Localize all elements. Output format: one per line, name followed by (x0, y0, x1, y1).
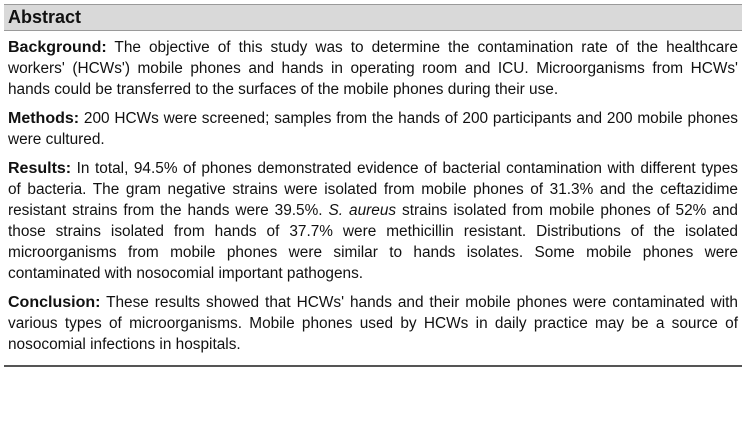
background-text: The objective of this study was to determine the contamination rate of the healthcare workers' (HCWs') mobile phones and hands in operating room and ICU. Microorganisms from HCWs' hands could be transferred to the surfaces of the mobile phones during their use. (8, 39, 738, 98)
abstract-title: Abstract (4, 4, 742, 31)
results-text-part-2: strains isolated from mobile phones of 52% and those strains isolated from hands of 37.7% were methicillin resistant. Distributions of the isolated microorganisms from mobile phones were similar to hands isolates. Some mobile phones were contaminated with nosocomial important pathogens. (8, 202, 738, 282)
abstract-body (4, 31, 742, 367)
background-section (8, 37, 738, 100)
methods-label: Methods: (8, 110, 80, 127)
methods-section (8, 108, 738, 150)
conclusion-label: Conclusion: (8, 294, 101, 311)
conclusion-text: These results showed that HCWs' hands and their mobile phones were contaminated with various types of microorganisms. Mobile phones used by HCWs in daily practice may be a source of nosocomial infections in hospitals. (8, 294, 738, 353)
results-text-part-1: In total, 94.5% of phones demonstrated evidence of bacterial contamination with different types of bacteria. The gram negative strains were isolated from mobile phones of 31.3% and the ceftazidime resistant strains from the hands were 39.5%. (8, 160, 738, 219)
results-organism-name: S. aureus (328, 202, 397, 219)
conclusion-section (8, 292, 738, 355)
background-label: Background: (8, 39, 107, 56)
abstract-panel (4, 4, 742, 367)
results-section (8, 158, 738, 284)
results-label: Results: (8, 160, 72, 177)
methods-text: 200 HCWs were screened; samples from the hands of 200 participants and 200 mobile phones were cultured. (8, 110, 738, 148)
